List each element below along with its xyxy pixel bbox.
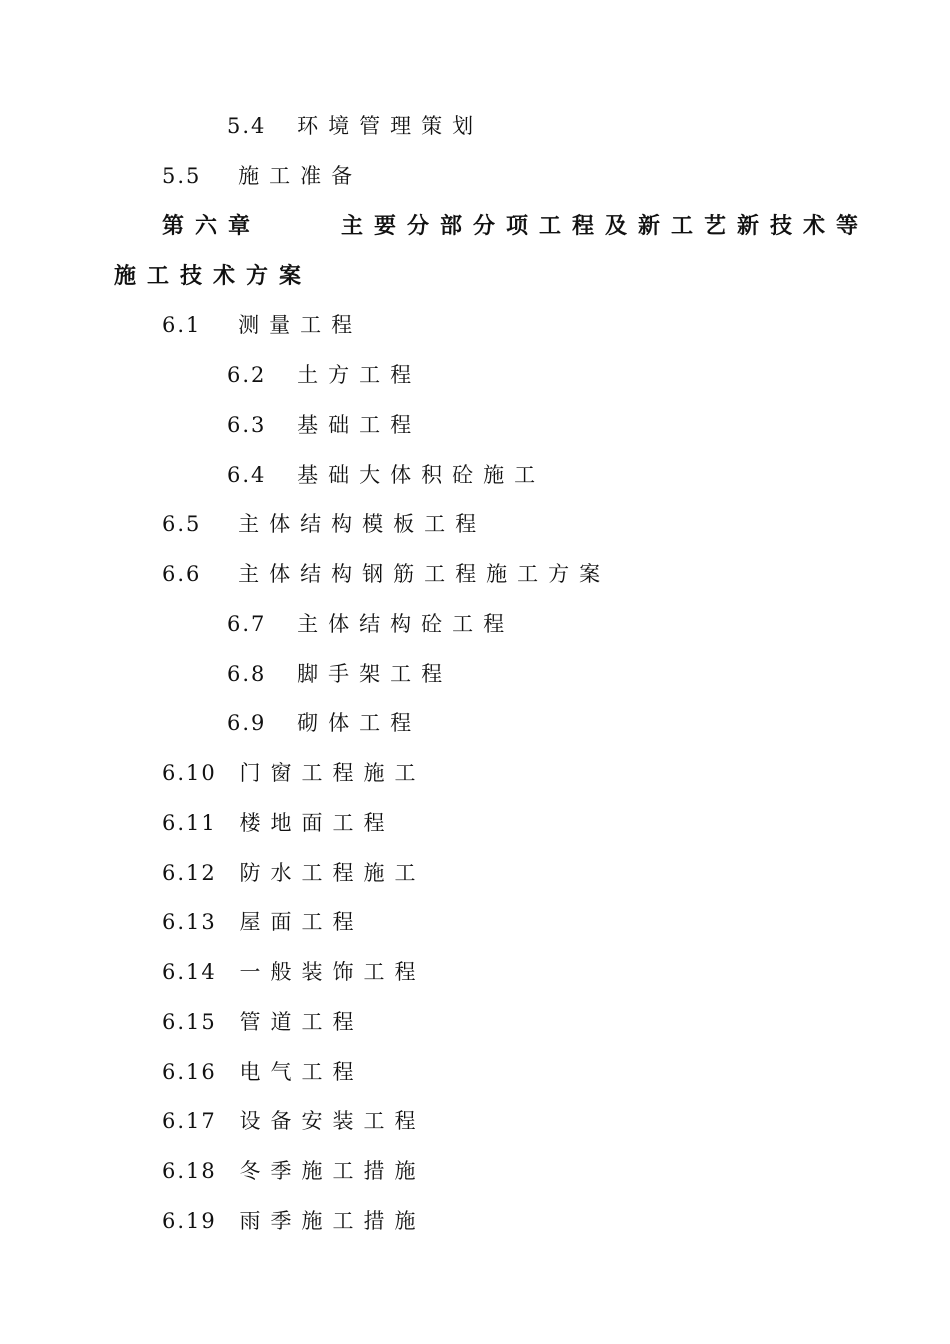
toc-entry-6-1	[162, 311, 362, 339]
toc-entry-title: 主体结构钢筋工程施工方案	[238, 562, 611, 586]
toc-entry-number: 6.16	[162, 1060, 217, 1084]
toc-entry-title: 设备安装工程	[239, 1109, 426, 1133]
toc-entry-6-16	[162, 1058, 363, 1086]
toc-entry-6-7	[227, 610, 514, 638]
toc-entry-title: 电气工程	[239, 1060, 364, 1084]
chapter-title-line2: 施工技术方案	[114, 263, 313, 289]
toc-entry-5-4	[227, 112, 483, 140]
toc-entry-number: 6.11	[162, 811, 217, 835]
toc-entry-number: 6.13	[162, 910, 217, 934]
toc-entry-6-14	[162, 958, 425, 986]
toc-entry-number: 5.4	[227, 114, 267, 138]
toc-entry-5-5	[162, 162, 362, 190]
toc-entry-number: 6.14	[162, 960, 217, 984]
toc-entry-number: 6.18	[162, 1159, 217, 1183]
toc-entry-6-13	[162, 908, 363, 936]
toc-entry-6-9	[227, 709, 421, 737]
toc-entry-number: 6.5	[162, 512, 202, 536]
toc-entry-number: 6.12	[162, 861, 217, 885]
toc-entry-6-2	[227, 361, 421, 389]
toc-entry-title: 门窗工程施工	[239, 761, 426, 785]
toc-entry-number: 6.3	[227, 413, 267, 437]
toc-entry-6-10	[162, 759, 425, 787]
toc-entry-title: 脚手架工程	[297, 662, 453, 686]
toc-entry-title: 主体结构砼工程	[297, 612, 515, 636]
toc-entry-title: 防水工程施工	[239, 861, 426, 885]
chapter-label: 第六章	[162, 213, 262, 239]
toc-entry-6-11	[162, 809, 394, 837]
toc-entry-title: 基础大体积砼施工	[297, 463, 546, 487]
toc-entry-6-12	[162, 859, 425, 887]
toc-entry-title: 土方工程	[297, 363, 422, 387]
toc-entry-6-18	[162, 1157, 425, 1185]
toc-entry-number: 6.6	[162, 562, 202, 586]
toc-entry-number: 5.5	[162, 164, 202, 188]
toc-entry-title: 测量工程	[238, 313, 363, 337]
toc-entry-title: 管道工程	[239, 1010, 364, 1034]
toc-entry-title: 主体结构模板工程	[238, 512, 487, 536]
toc-entry-title: 施工准备	[238, 164, 363, 188]
toc-entry-title: 环境管理策划	[297, 114, 484, 138]
toc-entry-6-15	[162, 1008, 363, 1036]
toc-entry-6-19	[162, 1207, 425, 1235]
toc-entry-number: 6.2	[227, 363, 267, 387]
chapter-title-line1: 主要分部分项工程及新工艺新技术等	[341, 213, 870, 239]
toc-entry-title: 屋面工程	[239, 910, 364, 934]
toc-entry-number: 6.19	[162, 1209, 217, 1233]
toc-entry-number: 6.17	[162, 1109, 217, 1133]
toc-entry-title: 一般装饰工程	[239, 960, 426, 984]
toc-entry-6-8	[227, 660, 452, 688]
toc-entry-title: 冬季施工措施	[239, 1159, 426, 1183]
toc-entry-number: 6.10	[162, 761, 217, 785]
toc-entry-number: 6.7	[227, 612, 267, 636]
toc-entry-6-3	[227, 411, 421, 439]
toc-entry-title: 基础工程	[297, 413, 422, 437]
toc-entry-title: 楼地面工程	[239, 811, 395, 835]
toc-entry-title: 雨季施工措施	[239, 1209, 426, 1233]
toc-entry-title: 砌体工程	[297, 711, 422, 735]
toc-entry-number: 6.8	[227, 662, 267, 686]
toc-entry-number: 6.1	[162, 313, 202, 337]
toc-entry-number: 6.4	[227, 463, 267, 487]
toc-entry-number: 6.15	[162, 1010, 217, 1034]
toc-entry-6-6	[162, 560, 610, 588]
toc-entry-6-4	[227, 461, 545, 489]
toc-entry-number: 6.9	[227, 711, 267, 735]
toc-entry-6-17	[162, 1107, 425, 1135]
toc-entry-6-5	[162, 510, 486, 538]
